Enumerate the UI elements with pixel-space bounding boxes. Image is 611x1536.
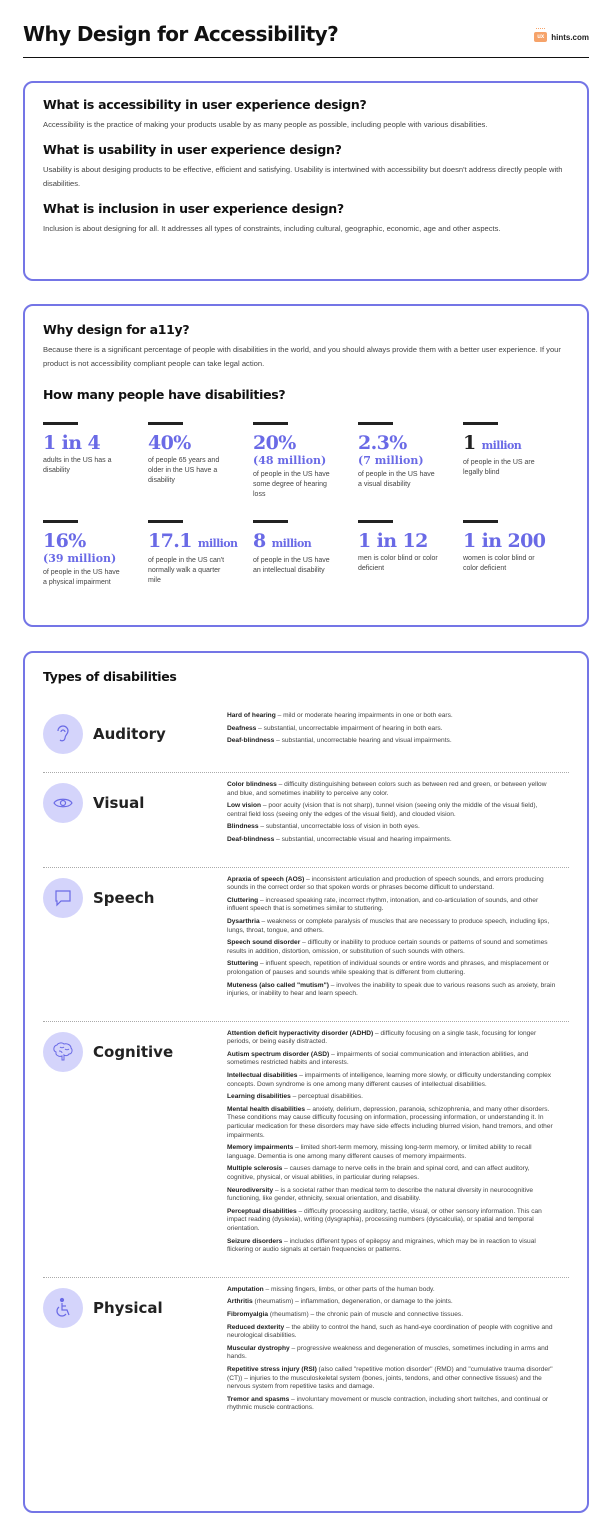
list-item [227,1396,557,1413]
item-description: (rheumatism) – the chronic pain of muscle and connective tissues. [268,1310,464,1318]
definition-text: Inclusion is about designing for all. It addresses all types of constraints, including cultural, geographic, economic, age and other aspects. [43,224,501,233]
item-term: Perceptual disabilities [227,1207,297,1215]
item-description: – mild or moderate hearing impairments in one or both ears. [275,712,453,719]
list-item [227,712,557,721]
item-description: – limited short-term memory, missing long-term memory, or limited ability to recall language. Dementia is one among many different causes of memory impairments. [227,1144,532,1160]
list-item [227,836,557,845]
item-description: – the ability to control the hand, such as hand-eye coordination of people with cognitive and neurological disabilities. [227,1323,553,1340]
list-item [227,1324,557,1341]
stat-value [253,433,358,454]
definitions-card [23,81,589,281]
stat-item [358,422,463,500]
item-term: Blindness [227,823,259,831]
item-term: Repetitive stress injury (RSI) [227,1365,317,1373]
disability-type-speech [43,868,569,1022]
definition-title: What is inclusion in user experience design? [43,201,344,216]
uxhints-logo[interactable] [534,32,589,42]
stat-description: adults in the US has a disability [43,457,112,474]
item-description: – missing fingers, limbs, or other parts of the human body. [263,1285,435,1293]
item-term: Seizure disorders [227,1237,283,1245]
list-item [227,1030,557,1047]
stat-value [358,433,463,454]
stat-item [463,422,568,500]
stat-number: 1 [463,432,476,454]
item-description: – difficulty focusing on a single task, focusing for longer periods, or being easily distracted. [227,1029,537,1046]
stats-grid [43,422,569,588]
stat-description: of people in the US have a visual disability [358,471,435,488]
definition-text: Accessibility is the practice of making your products usable by as many people as possible, including people with various disabilities. [43,120,488,129]
stat-bar [148,422,183,425]
disability-type-header [43,1030,227,1259]
list-item [227,876,557,893]
list-item [227,1298,557,1307]
item-term: Color blindness [227,781,277,788]
item-description: – perceptual disabilities. [290,1093,363,1101]
item-term: Tremor and spasms [227,1395,290,1403]
disability-types-list [43,704,569,1435]
item-term: Hard of hearing [227,712,276,719]
list-item [227,1208,557,1234]
stat-bar [358,520,393,523]
item-term: Muscular dystrophy [227,1344,290,1352]
item-term: Speech sound disorder [227,939,301,947]
stat-number: 1 in 200 [463,530,546,552]
item-description: – involuntary movement or muscle contraction, including short twitches, and continual or rhythmic muscle contractions. [227,1395,549,1412]
item-description: – inconsistent articulation and production of speech sounds, and errors producing sounds in the correct order so that spoken words or phrases become difficult to understand. [227,875,544,892]
stat-item [43,422,148,500]
page-header [23,18,589,58]
stat-unit: million [271,537,312,550]
list-item [227,1144,557,1161]
item-description: – progressive weakness and degeneration of muscles, sometimes including in arms and hands. [227,1344,549,1361]
item-description: – increased speaking rate, incorrect rhythm, intonation, and co-articulation of sounds, and other influent speech that is sometimes similar to stuttering. [227,896,539,913]
item-description: – difficulty distinguishing between colors such as between red and green, or between yellow and blue, and sometimes inability to perceive any color. [227,781,547,797]
disability-type-name: Speech [93,888,155,907]
item-description: – anxiety, delirium, depression, paranoia, schizophrenia, and many other disorders. These conditions may cause difficulty focusing on information, processing information, or understanding it. In particular medication for these disorders may have side effects including blurred vision, hand tremors, and other impairments. [227,1105,553,1139]
stat-description: of people in the US have an intellectual disability [253,557,330,574]
stat-item [253,422,358,500]
item-description: – impairments of intelligence, learning more slowly, or difficulty understanding complex concepts. Down syndrome is one among many different causes of intellectual disabilities. [227,1072,552,1088]
stat-description: of people 65 years and older in the US have a disability [148,457,220,484]
item-description: – causes damage to nerve cells in the brain and spinal cord, and can affect auditory, cognitive, physical, or visual abilities, in particular during relapses. [227,1165,530,1181]
disability-type-header [43,1286,227,1417]
stat-number: 20% [253,432,296,454]
stat-description: of people in the US have some degree of hearing loss [253,471,330,498]
disability-type-name: Auditory [93,725,166,743]
list-item [227,960,557,977]
stat-item [148,520,253,588]
disability-type-name: Visual [93,794,145,812]
item-term: Dysarthria [227,917,260,925]
disability-type-header [43,712,227,754]
item-description: – difficulty or inability to produce certain sounds or patterns of sound and sometimes results in addition, distortion, omission, or substitution of such sounds with others. [227,939,548,955]
stat-bar [463,422,498,425]
item-description: (rheumatism) – inflammation, degeneration, or damage to the joints. [252,1298,453,1306]
disability-type-header [43,876,227,1003]
stats-row [43,520,569,588]
list-item [227,1187,557,1204]
stat-item [253,520,358,588]
item-description: – impairments of social communication and interaction abilities, and sometimes restricted habits and interests. [227,1050,529,1067]
wheelchair-icon [43,1288,83,1328]
list-item [227,982,557,999]
item-term: Intellectual disabilities [227,1072,298,1080]
stats-row [43,422,569,500]
item-description: (also called "repetitive motion disorder" (RMD) and "cumulative trauma disorder" (CT)) – injuries to the musculoskeletal system (bones, joints, tendons, and other connective tissues) and the nervous system from repetitive tasks and damage. [227,1365,553,1391]
list-item [227,1051,557,1068]
stat-item [358,520,463,588]
item-term: Deaf-blindness [227,835,275,843]
list-item [227,1106,557,1140]
item-term: Muteness (also called "mutism") [227,981,329,989]
item-term: Neurodiversity [227,1186,274,1194]
stat-number: 8 [253,530,266,552]
list-item [227,823,557,832]
definition-title: What is accessibility in user experience design? [43,97,367,112]
stat-value [463,433,568,456]
types-card [23,651,589,1513]
item-term: Deafness [227,724,257,732]
list-item [227,1093,557,1102]
item-term: Reduced dexterity [227,1323,285,1331]
item-term: Stuttering [227,960,259,968]
stat-item [463,520,568,588]
stat-bar [148,520,183,523]
item-term: Memory impairments [227,1144,294,1152]
item-description: – involves the inability to speak due to various reasons such as anxiety, brain injuries, or inability to hear and learn speech. [227,981,556,998]
item-description: – substantial, uncorrectable visual and hearing impairments. [274,835,452,843]
item-description: – poor acuity (vision that is not sharp), tunnel vision (seeing only the middle of the visual field), central field loss (seeing only the edges of the visual field), and clouded vision. [227,802,538,818]
stat-bar [463,520,498,523]
stat-value [463,531,568,552]
item-description: – substantial, uncorrectable hearing and visual impairments. [274,737,452,745]
item-term: Fibromyalgia [227,1310,269,1318]
stat-number: 17.1 [148,530,192,552]
list-item [227,1072,557,1089]
stat-bar [358,422,393,425]
stat-subvalue: (7 million) [358,454,424,467]
list-item [227,1345,557,1362]
stat-value [43,531,148,552]
stat-value [148,531,253,554]
ear-icon [43,714,83,754]
stat-value [43,433,148,454]
stat-number: 2.3% [358,432,407,454]
page-title: Why Design for Accessibility? [23,22,339,46]
item-term: Autism spectrum disorder (ASD) [227,1050,330,1058]
list-item [227,781,557,798]
stat-number: 1 in 4 [43,432,101,454]
stat-number: 40% [148,432,191,454]
stat-value [358,531,463,552]
logo-text: hints.com [551,32,589,42]
item-term: Mental health disabilities [227,1105,306,1113]
list-item [227,1311,557,1320]
disability-type-name: Physical [93,1298,163,1317]
disability-type-cognitive [43,1022,569,1278]
list-item [227,725,557,734]
stat-number: 16% [43,530,86,552]
disability-type-physical [43,1278,569,1435]
why-text: Because there is a significant percentage of people with disabilities in the world, and you should always provide them with a better user experience. If your product is not accessibility compliant people can take legal action. [43,345,561,368]
item-term: Apraxia of speech (AOS) [227,875,305,883]
item-term: Multiple sclerosis [227,1165,283,1173]
list-item [227,1165,557,1182]
disability-type-items [227,1286,569,1417]
stat-subvalue: (39 million) [43,552,117,565]
stat-description: of people in the US have a physical impairment [43,569,120,586]
stats-title: How many people have disabilities? [43,387,286,402]
eye-icon [43,783,83,823]
stat-description: men is color blind or color deficient [358,555,438,572]
disability-type-items [227,1030,569,1259]
list-item [227,737,557,746]
item-description: – influent speech, repetition of individual sounds or entire words and phrases, and misplacement or prolongation of pauses and sounds while speaking that is different from cluttering. [227,960,549,976]
stat-number: 1 in 12 [358,530,428,552]
list-item [227,802,557,819]
stat-value [253,531,358,554]
list-item [227,1238,557,1255]
item-description: – substantial, uncorrectable loss of vision in both eyes. [258,823,420,831]
disability-type-items [227,781,569,849]
item-term: Arthritis [227,1298,253,1306]
why-a11y-card [23,304,589,627]
item-term: Deaf-blindness [227,737,275,745]
stat-value [148,433,253,454]
definition-title: What is usability in user experience design? [43,142,342,157]
list-item [227,897,557,914]
item-description: – weakness or complete paralysis of muscles that are necessary to produce speech, including lips, lungs, throat, tongue, and others. [227,917,550,934]
brain-icon [43,1032,83,1072]
item-term: Low vision [227,802,262,810]
logo-badge: ux [534,32,547,42]
stat-item [43,520,148,588]
stat-bar [43,520,78,523]
item-description: – is a societal rather than medical term to describe the natural diversity in neurocognitive functioning, like gender, ethnicity, sexual orientation, and disability. [227,1186,534,1203]
item-description: – includes different types of epilepsy and migraines, which may be in reaction to visual flickering or audio signals at certain frequencies or patterns. [227,1237,536,1254]
stat-bar [253,422,288,425]
stat-unit: million [197,537,238,550]
definition-text: Usability is about desiging products to be effective, efficient and satisfying. Usability is intertwined with accessibility but doesn't address directly people with disabilities. [43,165,563,188]
list-item [227,1286,557,1295]
item-description: – difficulty processing auditory, tactile, visual, or other sensory information. This can impact reading (dyslexia), writing (dysgraphia), processing numbers (dyscalculia), or spatial and temporal orientation. [227,1207,542,1232]
types-title: Types of disabilities [43,669,177,684]
speech-bubble-icon [43,878,83,918]
disability-type-auditory [43,704,569,773]
why-title: Why design for a11y? [43,322,190,337]
list-item [227,918,557,935]
disability-type-items [227,876,569,1003]
stat-subvalue: (48 million) [253,454,327,467]
stat-unit: million [481,439,522,452]
item-term: Learning disabilities [227,1093,291,1101]
stat-bar [253,520,288,523]
list-item [227,1366,557,1392]
disability-type-header [43,781,227,849]
item-description: – substantial, uncorrectable impairment of hearing in both ears. [256,724,443,732]
list-item [227,939,557,956]
stat-bar [43,422,78,425]
stat-item [148,422,253,500]
stat-description: of people in the US are legally blind [463,459,535,476]
disability-type-visual [43,773,569,868]
disability-type-items [227,712,569,754]
item-term: Attention deficit hyperactivity disorder (ADHD) [227,1029,374,1037]
disability-type-name: Cognitive [93,1042,174,1061]
item-term: Cluttering [227,896,259,904]
stat-description: women is color blind or color deficient [463,555,535,572]
item-term: Amputation [227,1285,264,1293]
stat-description: of people in the US can't normally walk a quarter mile [148,557,225,584]
